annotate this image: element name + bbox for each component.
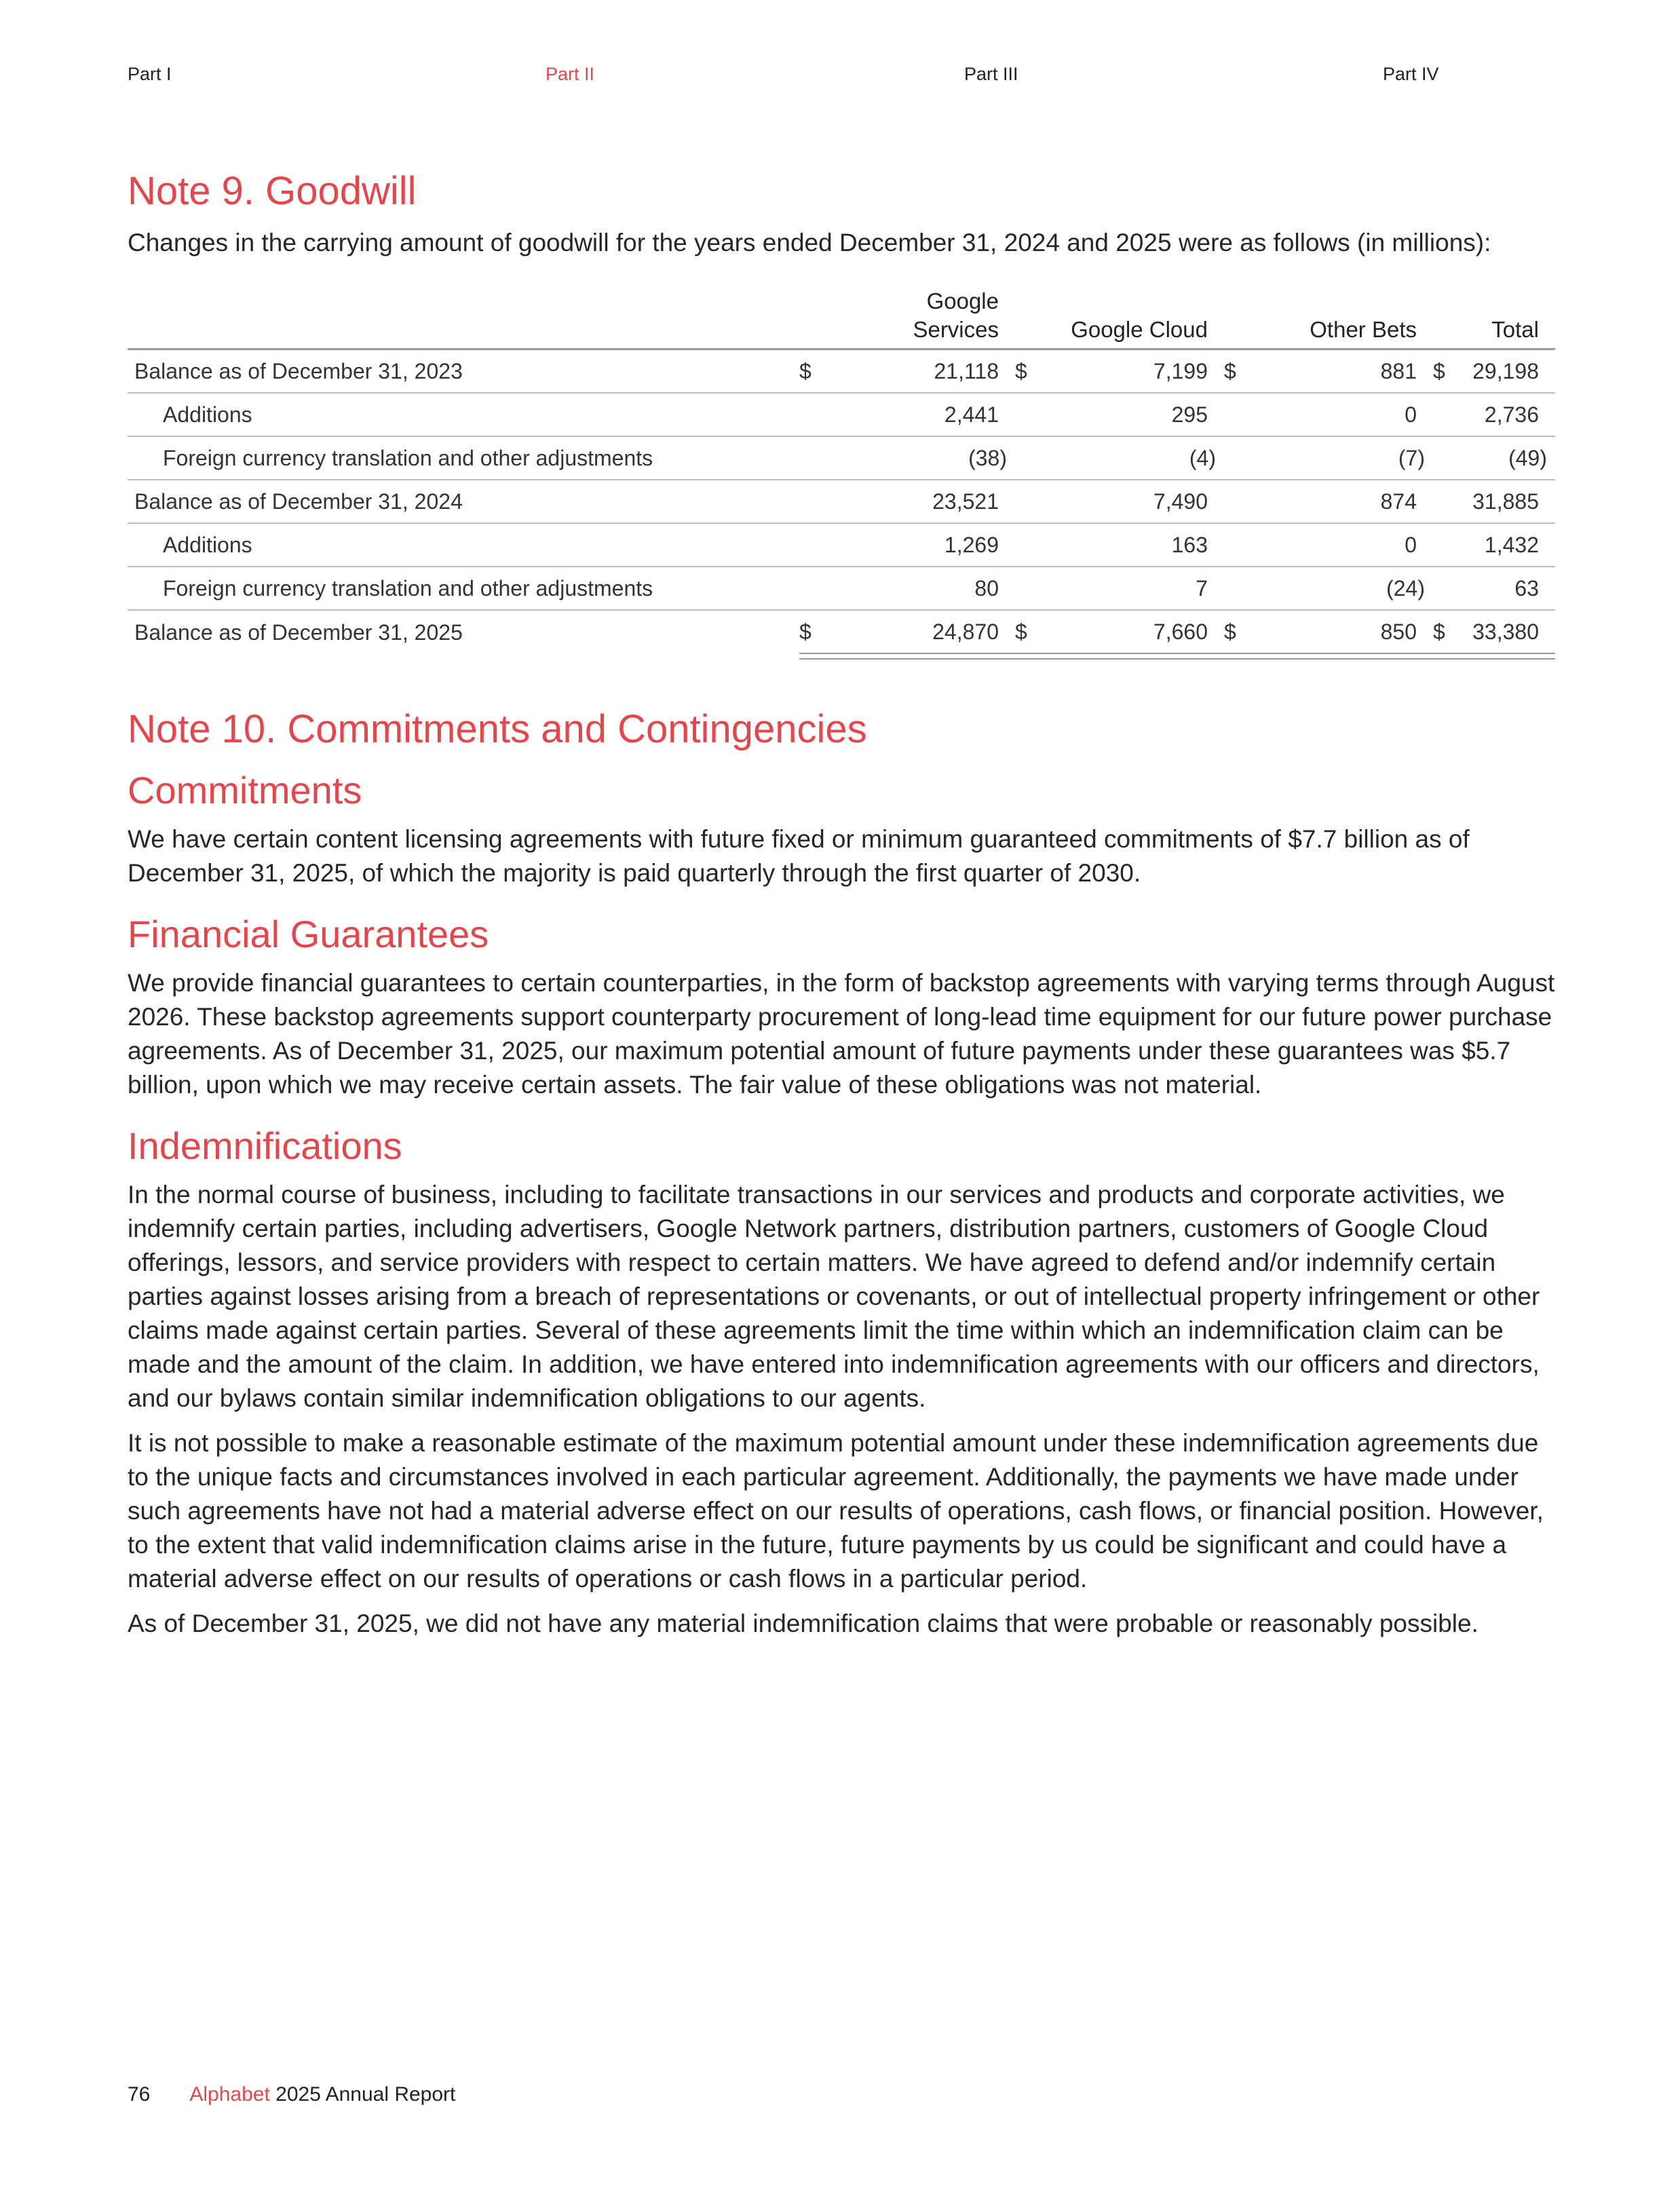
cell-google-services: (38) xyxy=(968,446,1007,470)
cell-google-services: 21,118 xyxy=(934,359,999,383)
commitments-text: We have certain content licensing agreements with future fixed or minimum guaranteed commitments of $7.7 billion as of December 31, 2025, of which the majority is paid quarterly through the first quarter of 2030. xyxy=(128,825,1470,887)
note9-title: Note 9. Goodwill xyxy=(128,169,417,213)
row-label: Balance as of December 31, 2024 xyxy=(134,489,463,514)
currency-symbol: $ xyxy=(799,359,812,383)
page-content xyxy=(128,166,1555,1641)
header-google-services: Google Services xyxy=(913,288,999,342)
cell-other-bets: 874 xyxy=(1380,489,1417,514)
cell-total: 63 xyxy=(1514,576,1539,601)
cell-google-services: 80 xyxy=(974,576,999,601)
table-row xyxy=(128,610,1555,653)
cell-google-cloud: (4) xyxy=(1189,446,1216,470)
indemnifications-paragraph-1: In the normal course of business, including to facilitate transactions in our services and products and corporate activities, we indemnify certain parties, including advertisers, Google Network partners, distribution partners, customers of Google Cloud offerings, lessors, and service providers with respect to certain matters. We have agreed to defend and/or indemnify certain parties against losses arising from a breach of representations or covenants, or out of intellectual property infringement or other claims made against certain parties. Several of these agreements limit the time within which an indemnification claim can be made and the amount of the claim. In addition, we have entered into indemnification agreements with our officers and directors, and our bylaws contain similar indemnification obligations to our agents. xyxy=(128,1181,1540,1412)
cell-other-bets: 0 xyxy=(1405,533,1417,557)
cell-google-services: 2,441 xyxy=(944,402,999,427)
cell-total: 29,198 xyxy=(1472,359,1539,383)
header-label-column xyxy=(128,287,799,349)
indemnifications-paragraph-2: It is not possible to make a reasonable estimate of the maximum potential amount under these indemnification agreements due to the unique facts and circumstances involved in each particular agreement. Additionally, the payments we have made under such agreements have not had a material adverse effect on our results of operations, cash flows, or financial position. However, to the extent that valid indemnification claims arise in the future, future payments by us could be significant and could have a material adverse effect on our results of operations or cash flows in a particular period. xyxy=(128,1429,1544,1593)
part-navigation xyxy=(0,64,1680,94)
cell-google-cloud: 7,199 xyxy=(1153,359,1208,383)
indemnifications-paragraph-3: As of December 31, 2025, we did not have any material indemnification claims that were probable or reasonably possible. xyxy=(128,1610,1478,1637)
table-row xyxy=(128,480,1555,523)
cell-total: 33,380 xyxy=(1472,620,1539,644)
note9-intro: Changes in the carrying amount of goodwill for the years ended December 31, 2024 and 2025 were as follows (in millions): xyxy=(128,229,1491,256)
table-row xyxy=(128,393,1555,436)
cell-google-cloud: 7,660 xyxy=(1153,620,1208,644)
cell-total: 1,432 xyxy=(1484,533,1539,557)
table-row xyxy=(128,567,1555,610)
brand-name: Alphabet xyxy=(189,2083,270,2106)
nav-part-1-link[interactable]: Part I xyxy=(128,64,172,84)
cell-google-cloud: 7,490 xyxy=(1153,489,1208,514)
nav-part-2-link[interactable]: Part II xyxy=(546,64,595,84)
cell-google-cloud: 7 xyxy=(1196,576,1208,601)
currency-symbol: $ xyxy=(1015,359,1027,383)
financial-guarantees-heading: Financial Guarantees xyxy=(128,913,489,955)
currency-symbol: $ xyxy=(799,620,812,644)
nav-part-4-link[interactable]: Part IV xyxy=(1383,64,1439,84)
currency-symbol: $ xyxy=(1433,620,1445,644)
table-row xyxy=(128,436,1555,480)
cell-other-bets: (24) xyxy=(1386,576,1425,601)
report-title: 2025 Annual Report xyxy=(269,2083,456,2106)
cell-other-bets: 0 xyxy=(1405,402,1417,427)
currency-symbol: $ xyxy=(1433,359,1445,383)
financial-guarantees-text: We provide financial guarantees to certain counterparties, in the form of backstop agreements with varying terms through August 2026. These backstop agreements support counterparty procurement of long-lead time equipment for our future power purchase agreements. As of December 31, 2025, our maximum potential amount of future payments under these guarantees was $5.7 billion, upon which we may receive certain assets. The fair value of these obligations was not material. xyxy=(128,969,1555,1099)
nav-part-3-link[interactable]: Part III xyxy=(964,64,1018,84)
row-label: Additions xyxy=(163,533,252,557)
total-double-rule xyxy=(128,653,1555,659)
header-other-bets: Other Bets xyxy=(1310,317,1417,342)
table-row xyxy=(128,523,1555,567)
cell-total: (49) xyxy=(1508,446,1547,470)
cell-google-services: 24,870 xyxy=(932,620,999,644)
indemnifications-heading: Indemnifications xyxy=(128,1124,402,1167)
header-google-cloud: Google Cloud xyxy=(1071,317,1208,342)
note10-title: Note 10. Commitments and Contingencies xyxy=(128,707,867,751)
cell-other-bets: 850 xyxy=(1380,620,1417,644)
cell-total: 2,736 xyxy=(1484,402,1539,427)
cell-total: 31,885 xyxy=(1472,489,1539,514)
page-footer xyxy=(128,2083,455,2106)
cell-google-cloud: 295 xyxy=(1171,402,1208,427)
currency-symbol: $ xyxy=(1015,620,1027,644)
currency-symbol: $ xyxy=(1224,359,1236,383)
row-label: Balance as of December 31, 2025 xyxy=(134,620,463,645)
commitments-heading: Commitments xyxy=(128,769,362,812)
table-header-row xyxy=(128,287,1555,349)
cell-google-cloud: 163 xyxy=(1171,533,1208,557)
row-label: Balance as of December 31, 2023 xyxy=(134,359,463,383)
row-label: Foreign currency translation and other adjustments xyxy=(163,576,653,601)
goodwill-table xyxy=(128,287,1555,660)
cell-google-services: 1,269 xyxy=(944,533,999,557)
cell-google-services: 23,521 xyxy=(932,489,999,514)
currency-symbol: $ xyxy=(1224,620,1236,644)
table-row xyxy=(128,349,1555,394)
cell-other-bets: 881 xyxy=(1380,359,1417,383)
cell-other-bets: (7) xyxy=(1398,446,1425,470)
header-total: Total xyxy=(1491,317,1539,342)
page-number: 76 xyxy=(128,2083,151,2106)
row-label: Additions xyxy=(163,402,252,427)
row-label: Foreign currency translation and other adjustments xyxy=(163,446,653,470)
